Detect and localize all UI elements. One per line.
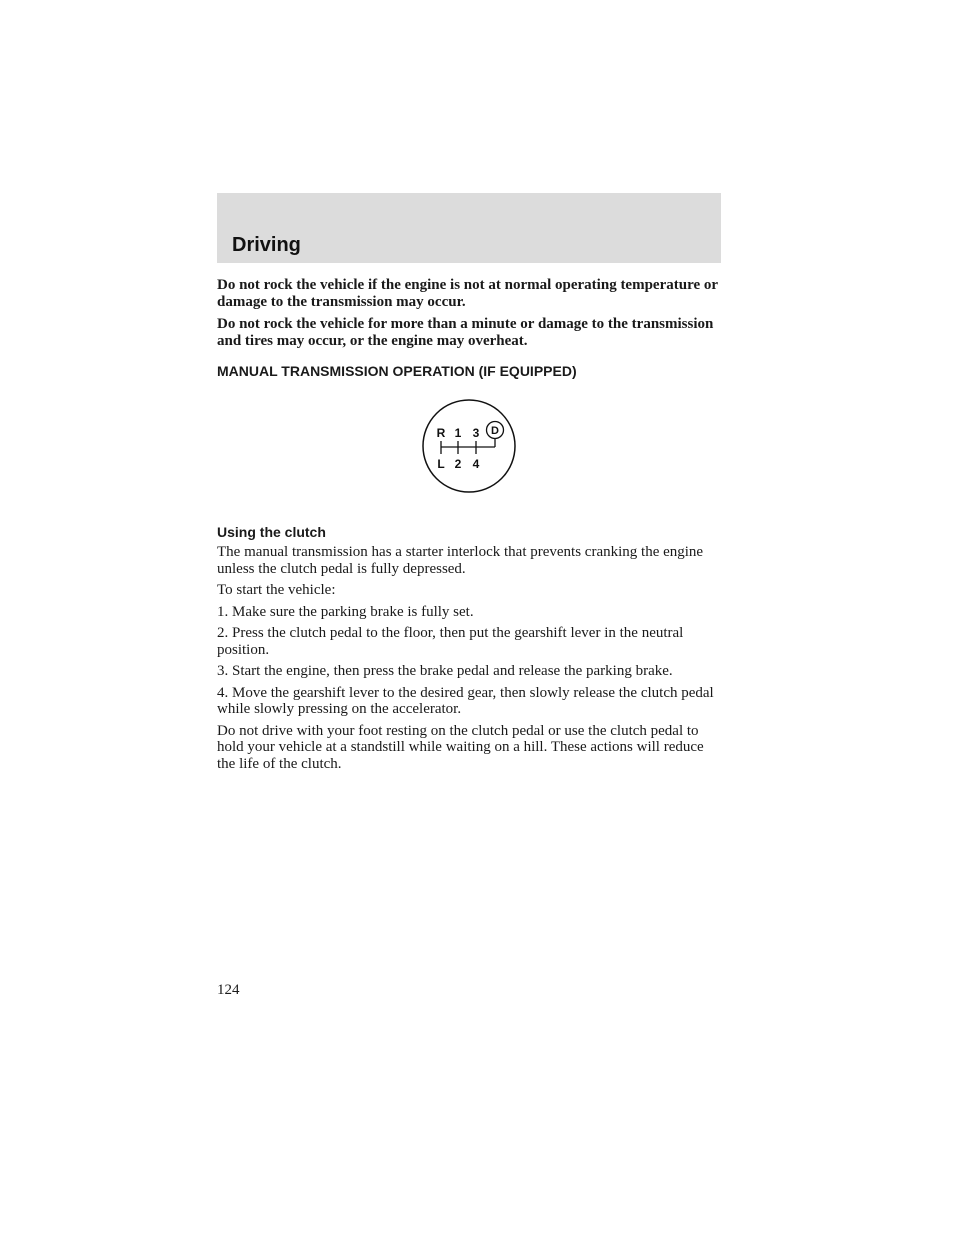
gear-label-2: 2	[454, 457, 462, 471]
gear-label-l: L	[437, 457, 445, 471]
step-item: 4. Move the gearshift lever to the desired gear, then slowly release the clutch pedal while slowly pressing on the accelerator.	[217, 684, 714, 717]
warning-paragraph: Do not rock the vehicle for more than a minute or damage to the transmission and tires may occur, or the engine may overheat.	[217, 316, 714, 349]
clutch-intro-paragraph: The manual transmission has a starter interlock that prevents cranking the engine unless the clutch pedal is fully depressed.	[217, 544, 704, 577]
gear-label-d: D	[491, 425, 499, 437]
warning-paragraph: Do not rock the vehicle if the engine is not at normal operating temperature or damage to the transmission may occur.	[217, 277, 718, 310]
section-title: Driving	[232, 234, 301, 256]
gear-label-3: 3	[472, 426, 480, 440]
step-item: 3. Start the engine, then press the brake pedal and release the parking brake.	[217, 663, 673, 679]
start-vehicle-label: To start the vehicle:	[217, 582, 336, 598]
shift-pattern-svg	[421, 398, 517, 494]
manual-transmission-heading: MANUAL TRANSMISSION OPERATION (IF EQUIPPED)	[217, 363, 577, 379]
using-clutch-heading: Using the clutch	[217, 524, 326, 540]
gear-label-1: 1	[454, 426, 462, 440]
step-item: 2. Press the clutch pedal to the floor, then put the gearshift lever in the neutral position.	[217, 625, 684, 658]
clutch-note-paragraph: Do not drive with your foot resting on the clutch pedal or use the clutch pedal to hold your vehicle at a standstill while waiting on a hill. These actions will reduce the life of the clutch.	[217, 722, 704, 772]
section-header-band	[217, 193, 721, 263]
page-content	[217, 277, 721, 777]
gear-label-r: R	[436, 426, 446, 440]
shift-pattern-diagram	[217, 392, 721, 502]
step-item: 1. Make sure the parking brake is fully set.	[217, 603, 474, 620]
page-number: 124	[217, 982, 240, 998]
gear-label-4: 4	[472, 457, 480, 471]
shift-knob-outline	[423, 400, 515, 492]
